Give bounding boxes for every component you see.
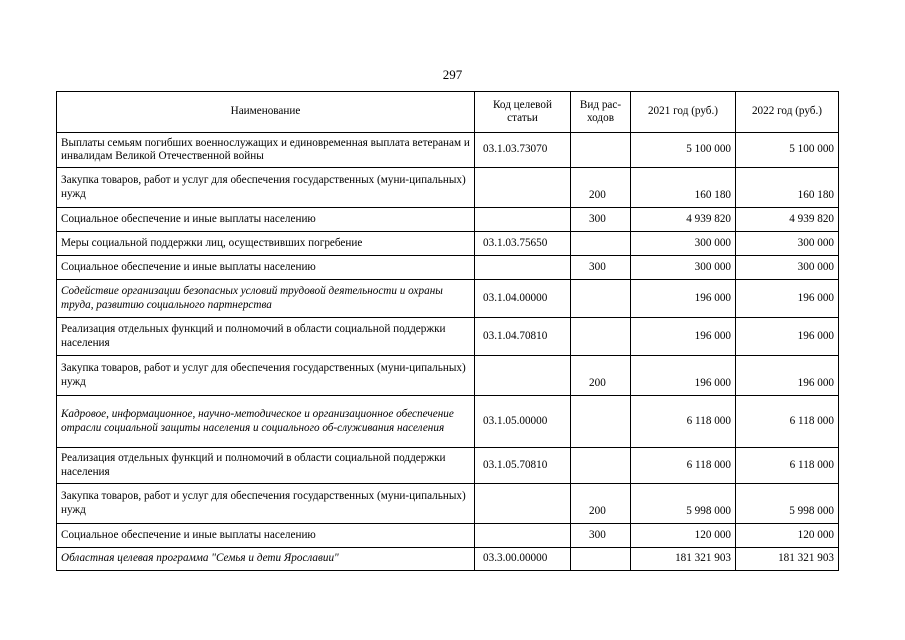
row-name: Закупка товаров, работ и услуг для обеспечения государственных (муни-ципальных) нужд xyxy=(57,168,475,208)
page-number: 297 xyxy=(442,67,463,82)
row-name: Реализация отдельных функций и полномочий в области социальной поддержки населения xyxy=(57,448,475,484)
row-2022: 6 118 000 xyxy=(736,448,839,484)
row-2021: 196 000 xyxy=(631,356,736,396)
table-row xyxy=(57,208,839,232)
row-type: 200 xyxy=(571,168,631,208)
row-2021: 6 118 000 xyxy=(631,448,736,484)
row-code xyxy=(475,484,571,524)
row-type: 300 xyxy=(571,256,631,280)
row-type: 300 xyxy=(571,208,631,232)
row-2022: 300 000 xyxy=(736,232,839,256)
table-row xyxy=(57,168,839,208)
row-type: 200 xyxy=(571,356,631,396)
row-2021: 5 100 000 xyxy=(631,133,736,168)
row-2021: 5 998 000 xyxy=(631,484,736,524)
row-2021: 181 321 903 xyxy=(631,548,736,571)
row-name: Социальное обеспечение и иные выплаты населению xyxy=(57,208,475,232)
row-2021: 160 180 xyxy=(631,168,736,208)
row-code xyxy=(475,168,571,208)
row-2022: 181 321 903 xyxy=(736,548,839,571)
row-2022: 6 118 000 xyxy=(736,396,839,448)
row-name: Областная целевая программа "Семья и дети Ярославии" xyxy=(57,548,475,571)
row-name: Закупка товаров, работ и услуг для обеспечения государственных (муни-ципальных) нужд xyxy=(57,484,475,524)
row-code: 03.1.05.00000 xyxy=(475,396,571,448)
row-type xyxy=(571,133,631,168)
row-code xyxy=(475,256,571,280)
row-2022: 120 000 xyxy=(736,524,839,548)
row-type xyxy=(571,548,631,571)
table-row xyxy=(57,232,839,256)
row-2021: 4 939 820 xyxy=(631,208,736,232)
header-code: Код целевой статьи xyxy=(475,92,571,133)
header-2022: 2022 год (руб.) xyxy=(736,92,839,133)
header-row xyxy=(57,92,839,133)
row-name: Содействие организации безопасных условий трудовой деятельности и охраны труда, развитию социального партнерства xyxy=(57,280,475,318)
row-2021: 120 000 xyxy=(631,524,736,548)
row-name: Закупка товаров, работ и услуг для обеспечения государственных (муни-ципальных) нужд xyxy=(57,356,475,396)
row-name: Реализация отдельных функций и полномочий в области социальной поддержки населения xyxy=(57,318,475,356)
row-code: 03.1.04.00000 xyxy=(475,280,571,318)
row-2021: 196 000 xyxy=(631,280,736,318)
table-row xyxy=(57,484,839,524)
row-2021: 6 118 000 xyxy=(631,396,736,448)
header-2021: 2021 год (руб.) xyxy=(631,92,736,133)
row-name: Меры социальной поддержки лиц, осуществивших погребение xyxy=(57,232,475,256)
row-type: 300 xyxy=(571,524,631,548)
row-2022: 196 000 xyxy=(736,280,839,318)
row-type xyxy=(571,232,631,256)
table-row xyxy=(57,318,839,356)
row-2022: 5 100 000 xyxy=(736,133,839,168)
row-type xyxy=(571,448,631,484)
row-code xyxy=(475,356,571,396)
row-2022: 4 939 820 xyxy=(736,208,839,232)
table-row xyxy=(57,396,839,448)
row-code: 03.1.05.70810 xyxy=(475,448,571,484)
row-2022: 300 000 xyxy=(736,256,839,280)
row-2022: 196 000 xyxy=(736,356,839,396)
table-row xyxy=(57,548,839,571)
row-code: 03.1.03.75650 xyxy=(475,232,571,256)
row-code: 03.3.00.00000 xyxy=(475,548,571,571)
row-name: Кадровое, информационное, научно-методическое и организационное обеспечение отрасли социальной защиты населения и социального об-служивания населения xyxy=(57,396,475,448)
row-2021: 196 000 xyxy=(631,318,736,356)
table-row xyxy=(57,448,839,484)
row-name: Социальное обеспечение и иные выплаты населению xyxy=(57,524,475,548)
table-row xyxy=(57,256,839,280)
row-2022: 5 998 000 xyxy=(736,484,839,524)
table-row xyxy=(57,280,839,318)
row-type xyxy=(571,396,631,448)
header-name: Наименование xyxy=(57,92,475,133)
table-body xyxy=(57,133,839,571)
row-type: 200 xyxy=(571,484,631,524)
table-row xyxy=(57,356,839,396)
table-row xyxy=(57,133,839,168)
row-code xyxy=(475,208,571,232)
table-header xyxy=(57,92,839,133)
row-type xyxy=(571,280,631,318)
table-row xyxy=(57,524,839,548)
row-type xyxy=(571,318,631,356)
header-type: Вид рас-ходов xyxy=(571,92,631,133)
row-name: Выплаты семьям погибших военнослужащих и единовременная выплата ветеранам и инвалидам Великой Отечественной войны xyxy=(57,133,475,168)
row-2022: 160 180 xyxy=(736,168,839,208)
budget-table xyxy=(56,91,839,571)
row-2022: 196 000 xyxy=(736,318,839,356)
row-code: 03.1.03.73070 xyxy=(475,133,571,168)
row-2021: 300 000 xyxy=(631,232,736,256)
row-code: 03.1.04.70810 xyxy=(475,318,571,356)
row-name: Социальное обеспечение и иные выплаты населению xyxy=(57,256,475,280)
row-code xyxy=(475,524,571,548)
row-2021: 300 000 xyxy=(631,256,736,280)
